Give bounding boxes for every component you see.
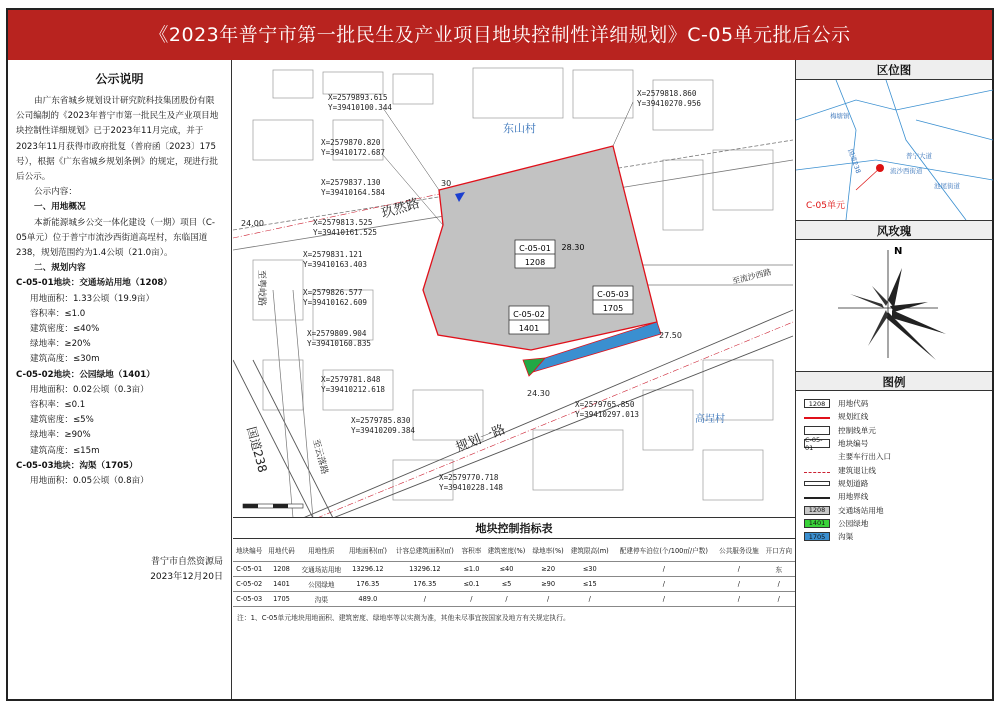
label-parcel-id-1: C-05-01 [519, 244, 551, 253]
label-parcel-id-3: C-05-03 [597, 290, 629, 299]
page-title: 《2023年普宁市第一批民生及产业项目地块控制性详细规划》C-05单元批后公示 [8, 10, 992, 60]
legend-label: 沟渠 [838, 532, 854, 542]
signer: 普宁市自然资源局 [150, 557, 223, 567]
table-cell: / [763, 576, 795, 591]
legend-label: 规划道路 [838, 478, 869, 488]
legend-item [804, 463, 984, 476]
parcel-title: C-05-03地块：沟渠（1705） [16, 460, 138, 471]
map-drawing [233, 60, 795, 518]
legend-item [804, 450, 984, 463]
table-cell: ≤1.0 [459, 561, 484, 576]
table-cell: / [763, 591, 795, 606]
legend-swatch: 1208 [804, 506, 830, 515]
coord-x-8: X=2579809.904 [307, 329, 367, 338]
loc-label-c: 池尾街道 [934, 182, 960, 190]
table-cell: / [613, 561, 716, 576]
parcel-indicator: 用地面积：0.02公顷（0.3亩） [30, 384, 149, 395]
legend-swatch [804, 414, 830, 419]
table-row [233, 576, 795, 591]
table-cell: 1705 [265, 591, 297, 606]
notice-panel [8, 60, 232, 699]
legend-swatch: 1401 [804, 519, 830, 528]
table-cell: ≥90 [529, 576, 567, 591]
coord-y-10: Y=39410209.384 [351, 426, 416, 435]
wind-rose-title: 风玫瑰 [796, 220, 992, 240]
legend-swatch [804, 494, 830, 499]
table-cell: 1208 [265, 561, 297, 576]
signature-block [150, 555, 223, 585]
road-side-name: 至云落路 [310, 438, 330, 476]
table-cell: ≤30 [567, 561, 613, 576]
wind-rose [796, 240, 992, 371]
coord-y-3: Y=39410172.687 [321, 148, 386, 157]
table-header-row [233, 539, 795, 561]
parcel-list [16, 276, 223, 489]
scale-bar [243, 504, 303, 508]
table-cell: / [484, 591, 529, 606]
table-cell: 1401 [265, 576, 297, 591]
legend-swatch: 1208 [804, 399, 830, 408]
table-header-cell: 配建停车泊位(个/100㎡/户数) [613, 539, 716, 561]
legend-item [804, 503, 984, 516]
table-header-cell: 绿地率(%) [529, 539, 567, 561]
village-top: 东山村 [503, 122, 536, 135]
road-right-name: 至流沙西路 [731, 267, 773, 286]
notice-heading: 公示说明 [95, 72, 144, 86]
coord-y-8: Y=39410160.835 [307, 339, 372, 348]
coord-y-4: Y=39410164.584 [321, 188, 386, 197]
table-cell: C-05-03 [233, 591, 265, 606]
label-parcel-id-2: C-05-02 [513, 310, 545, 319]
parcel-indicator: 用地面积：1.33公顷（19.9亩） [30, 293, 155, 304]
legend-swatch: C-05-01 [804, 439, 830, 448]
table-header-cell: 建筑限高(m) [567, 539, 613, 561]
table-header-cell: 开口方向 [763, 539, 795, 561]
table-cell: / [459, 591, 484, 606]
parcel-indicator: 绿地率：≥20% [30, 339, 91, 350]
label-parcel-code-2: 1401 [518, 324, 540, 333]
coord-y-2: Y=39410270.956 [637, 99, 702, 108]
parcel-indicator: 容积率：≤1.0 [30, 308, 86, 319]
label-parcel-code-3: 1705 [602, 304, 624, 313]
table-cell: ≤5 [484, 576, 529, 591]
coord-y-1: Y=39410100.344 [328, 103, 393, 112]
coord-x-3: X=2579870.820 [321, 138, 381, 147]
control-index-table [233, 519, 795, 699]
coord-x-9: X=2579781.848 [321, 375, 381, 384]
table-note: 注：1、C-05单元地块用地面积、建筑密度、绿地率等以实测为准，其他未尽事宜按国家及地方有关规定执行。 [237, 613, 570, 622]
location-map [796, 80, 992, 220]
notice-intro: 由广东省城乡规划设计研究院科技集团股份有限公司编制的《2023年普宁市第一批民生及产业项目地块控制性详细规划》已于2023年11月完成，并于2023年11月获得市政府批复（普府函〔2023〕175号），根据《广东省城乡规划条例》的规定，现进行批后公示。 [16, 96, 219, 183]
parcel-title: C-05-01地块：交通场站用地（1208） [16, 278, 173, 289]
legend-title: 图例 [796, 371, 992, 391]
planning-map [233, 60, 795, 518]
table-cell: C-05-02 [233, 576, 265, 591]
table-header-cell: 容积率 [459, 539, 484, 561]
road-main-width: 24.30 [527, 389, 550, 398]
legend-label: 建筑退让线 [838, 465, 876, 475]
legend-label: 用地代码 [838, 399, 869, 409]
table-cell: ≤15 [567, 576, 613, 591]
table-cell: / [567, 591, 613, 606]
section-plan-content: 二、规划内容 [34, 263, 86, 274]
notice-items-heading: 公示内容： [34, 187, 77, 198]
right-panel [795, 60, 992, 699]
parcel-indicator: 建筑高度：≤15m [30, 445, 100, 456]
road-main-name: 规划一路 [453, 422, 508, 456]
coord-y-12: Y=39410228.148 [439, 483, 504, 492]
coord-y-11: Y=39410297.013 [575, 410, 640, 419]
loc-label-e: 普宁大道 [906, 152, 932, 160]
legend-swatch: 1705 [804, 532, 830, 541]
table-header-cell: 公共服务设施 [715, 539, 762, 561]
table-header-cell: 地块编号 [233, 539, 265, 561]
parcel-indicator: 绿地率：≥90% [30, 430, 91, 441]
coord-y-5: Y=39410161.525 [313, 228, 378, 237]
legend-swatch [804, 468, 830, 473]
label-parcel-code-1: 1208 [524, 258, 546, 267]
coord-y-9: Y=39410212.618 [321, 385, 386, 394]
loc-label-d: 国道238 [846, 147, 863, 175]
loc-label-b: 流沙西街道 [890, 167, 923, 175]
road-left-width: 24.00 [241, 219, 264, 228]
legend-label: 主要车行出入口 [838, 452, 892, 462]
table-cell: ≤0.1 [459, 576, 484, 591]
table-cell: 东 [763, 561, 795, 576]
table-cell: 13296.12 [345, 561, 391, 576]
coord-x-1: X=2579893.615 [328, 93, 388, 102]
wind-rose-north: N [894, 246, 903, 257]
table-header-cell: 用地代码 [265, 539, 297, 561]
table-header-cell: 建筑密度(%) [484, 539, 529, 561]
parcel-indicator: 容积率：≤0.1 [30, 400, 86, 411]
table-row [233, 591, 795, 606]
table-cell: / [613, 576, 716, 591]
coord-y-7: Y=39410162.609 [303, 298, 368, 307]
wind-rose-drawing [796, 240, 993, 371]
legend-label: 地块编号 [838, 439, 869, 449]
legend-swatch [804, 481, 830, 486]
table-cell: / [715, 591, 762, 606]
height-label: 28.30 [561, 243, 585, 252]
table-header-cell: 计容总建筑面积(㎡) [391, 539, 459, 561]
coord-x-11: X=2579765.850 [575, 400, 635, 409]
coord-x-6: X=2579831.121 [303, 250, 363, 259]
legend-label: 用地界线 [838, 492, 869, 502]
coord-x-5: X=2579813.525 [313, 218, 373, 227]
table-cell: 公园绿地 [298, 576, 345, 591]
parcel-title: C-05-02地块：公园绿地（1401） [16, 369, 155, 380]
table-cell: ≥20 [529, 561, 567, 576]
road-top-width: 30 [441, 179, 452, 188]
parcel-indicator: 用地面积：0.05公顷（0.8亩） [30, 476, 149, 487]
coord-x-7: X=2579826.577 [303, 288, 363, 297]
section-land-overview-text: 本新能源城乡公交一体化建设（一期）项目（C-05单元）位于普宁市流沙西街道高埕村，东临国道238，规划范围约为1.4公顷（21.0亩）。 [16, 217, 215, 259]
coord-x-2: X=2579818.860 [637, 89, 697, 98]
table-row [233, 561, 795, 576]
table-cell: ≤40 [484, 561, 529, 576]
legend-list [796, 391, 992, 549]
table-cell: 13296.12 [391, 561, 459, 576]
road-top-name: 玖然路 [379, 196, 422, 222]
coord-x-10: X=2579785.830 [351, 416, 411, 425]
legend-item [804, 490, 984, 503]
index-table [233, 539, 795, 607]
parcel-indicator: 建筑密度：≤40% [30, 324, 100, 335]
parcel-indicator: 建筑高度：≤30m [30, 354, 100, 365]
road-right-width: 27.50 [659, 331, 682, 340]
table-cell: 176.35 [345, 576, 391, 591]
coord-x-12: X=2579770.718 [439, 473, 499, 482]
coord-x-4: X=2579837.130 [321, 178, 381, 187]
road-side2-name: 至粤岐路 [256, 270, 266, 307]
table-header-cell: 用地面积(㎡) [345, 539, 391, 561]
table-title: 地块控制指标表 [233, 519, 795, 539]
parcel-indicator: 建筑密度：≤5% [30, 415, 94, 426]
notice-body [8, 90, 231, 493]
table-cell: / [715, 576, 762, 591]
table-body [233, 561, 795, 606]
legend-item [804, 477, 984, 490]
road-national-name: 国道238 [244, 425, 270, 475]
legend-label: 控制线单元 [838, 425, 876, 435]
legend-item [804, 410, 984, 423]
table-cell: / [391, 591, 459, 606]
location-map-drawing [796, 80, 993, 220]
legend-item [804, 517, 984, 530]
table-cell: / [613, 591, 716, 606]
legend-item [804, 424, 984, 437]
table-header-cell: 用地性质 [298, 539, 345, 561]
legend-item [804, 397, 984, 410]
section-land-overview: 一、用地概况 [34, 202, 86, 213]
legend-swatch [804, 452, 830, 461]
legend-label: 公园绿地 [838, 518, 869, 528]
table-cell: / [715, 561, 762, 576]
table-cell: C-05-01 [233, 561, 265, 576]
legend-item [804, 437, 984, 450]
loc-label-a: 梅塘镇 [830, 112, 850, 120]
table-cell: 489.0 [345, 591, 391, 606]
legend-swatch [804, 426, 830, 435]
coord-y-6: Y=39410163.403 [303, 260, 368, 269]
table-cell: 沟渠 [298, 591, 345, 606]
location-title: 区位图 [796, 60, 992, 80]
loc-caption: C-05单元 [806, 201, 845, 211]
village-bottom: 高埕村 [695, 414, 725, 425]
sheet-frame [6, 8, 994, 701]
legend-label: 交通场站用地 [838, 505, 884, 515]
legend-item [804, 530, 984, 543]
legend-label: 规划红线 [838, 412, 869, 422]
table-cell: 交通场站用地 [298, 561, 345, 576]
table-cell: 176.35 [391, 576, 459, 591]
table-cell: / [529, 591, 567, 606]
sign-date: 2023年12月20日 [150, 572, 223, 582]
